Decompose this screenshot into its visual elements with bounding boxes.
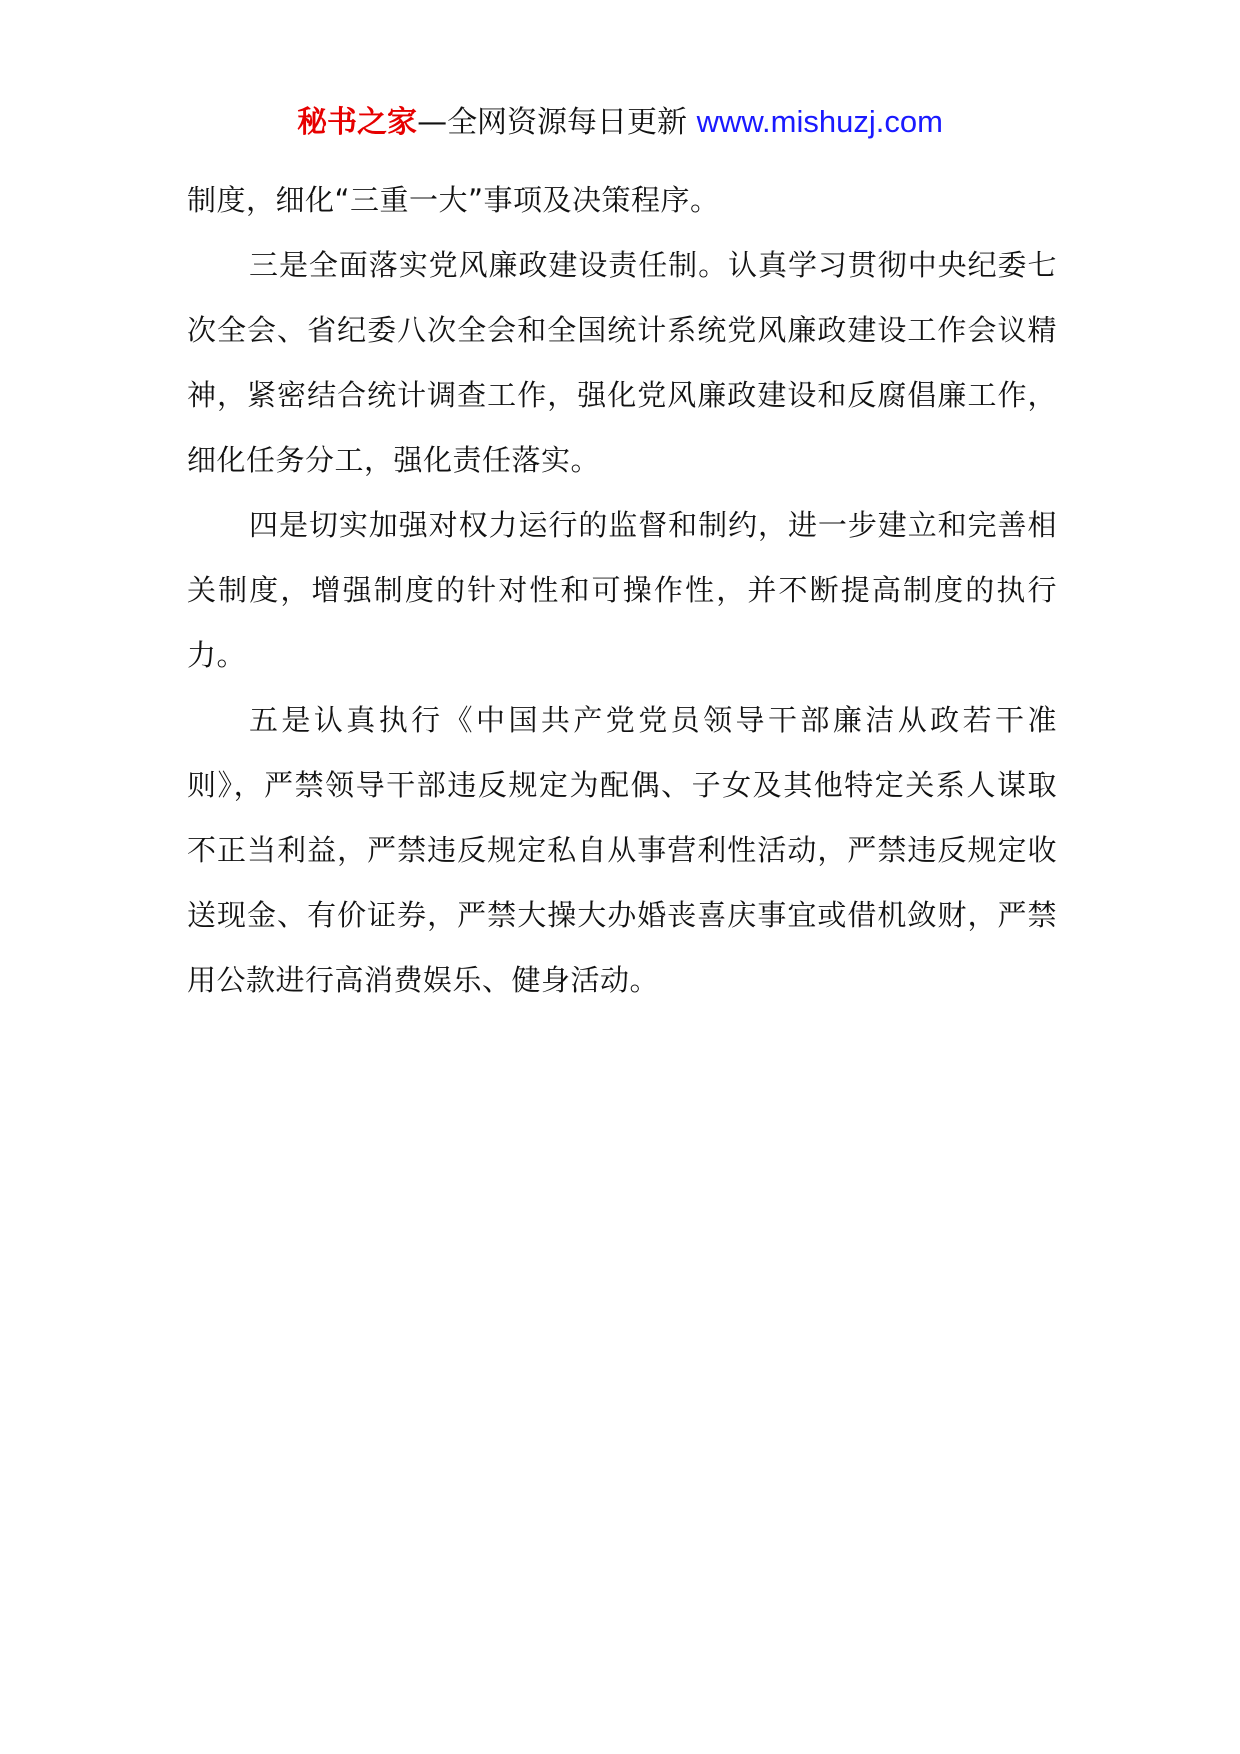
paragraph-point-four: 四是切实加强对权力运行的监督和制约，进一步建立和完善相关制度，增强制度的针对性和可操作性，并不断提高制度的执行力。 bbox=[187, 508, 1057, 672]
page-header bbox=[0, 102, 1240, 143]
site-url-link[interactable]: www.mishuzj.com bbox=[696, 104, 943, 139]
paragraph-point-five: 五是认真执行《中国共产党党员领导干部廉洁从政若干准则》，严禁领导干部违反规定为配偶、子女及其他特定关系人谋取不正当利益，严禁违反规定私自从事营利性活动，严禁违反规定收送现金、有价证券，严禁大操大办婚丧喜庆事宜或借机敛财，严禁用公款进行高消费娱乐、健身活动。 bbox=[187, 703, 1057, 997]
brand-name: 秘书之家 bbox=[297, 105, 418, 140]
header-tagline: —全网资源每日更新 bbox=[417, 105, 697, 140]
paragraph-continuation: 制度，细化“三重一大”事项及决策程序。 bbox=[187, 183, 720, 217]
document-body bbox=[187, 168, 1057, 1013]
paragraph-point-three: 三是全面落实党风廉政建设责任制。认真学习贯彻中央纪委七次全会、省纪委八次全会和全国统计系统党风廉政建设工作会议精神，紧密结合统计调查工作，强化党风廉政建设和反腐倡廉工作，细化任务分工，强化责任落实。 bbox=[187, 248, 1057, 477]
